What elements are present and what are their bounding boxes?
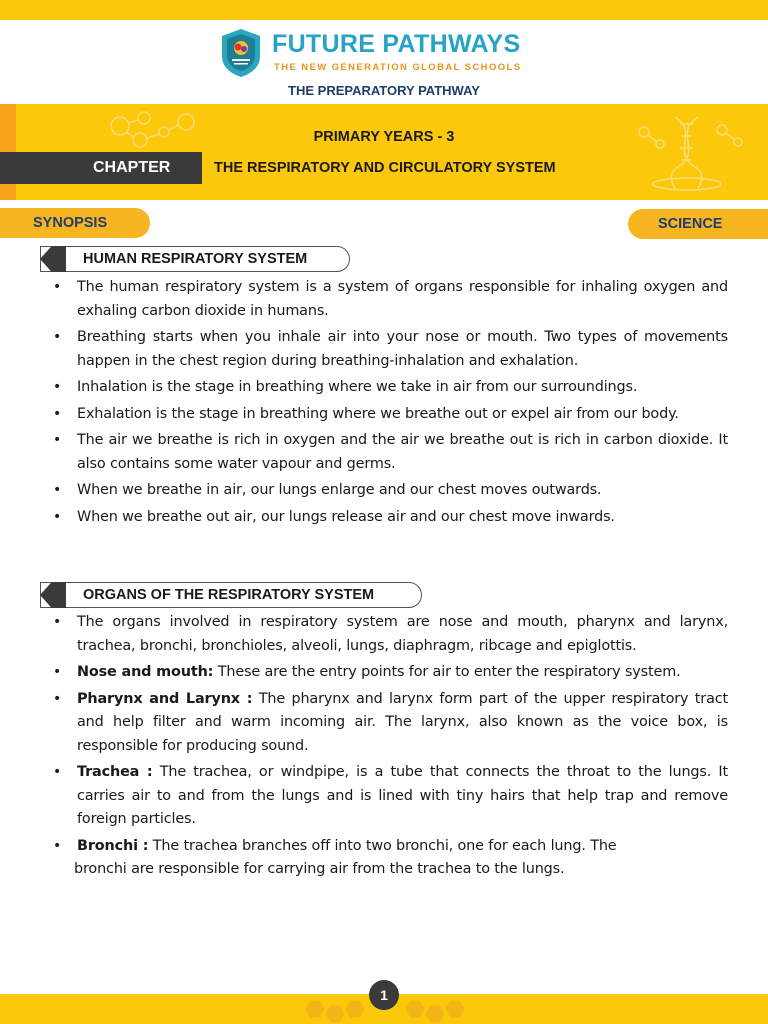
bullet-icon: • (53, 405, 62, 422)
term-label: Trachea : (77, 764, 153, 780)
list-item (0, 376, 768, 400)
term-text: These are the entry points for air to enter the respiratory system. (213, 664, 681, 680)
brand-tagline: THE NEW GENERATION GLOBAL SCHOOLS (274, 62, 522, 73)
section-heading-text: HUMAN RESPIRATORY SYSTEM (83, 251, 308, 267)
bullet-icon: • (53, 690, 62, 707)
list-item-text: When we breathe out air, our lungs release air and our chest move inwards. (77, 508, 615, 525)
list-item (0, 479, 768, 503)
brand-name: FUTURE PATHWAYS (272, 30, 521, 58)
bullet-icon: • (53, 508, 62, 525)
term-text: The trachea branches off into two bronchi, one for each lung. The (148, 837, 617, 854)
list-item (0, 429, 768, 476)
list-item (0, 611, 768, 658)
bullet-icon: • (53, 614, 62, 630)
term-label: Pharynx and Larynx : (77, 690, 253, 707)
subject-tag (628, 209, 768, 239)
list-item (0, 276, 768, 323)
term-text: The pharynx and larynx form part of the upper respiratory tract and help filter and warm incoming air. The larynx, also known as the voice box, is responsible for producing sound. (77, 690, 728, 754)
school-logo (220, 26, 560, 82)
bullet-icon: • (53, 764, 62, 780)
term-text-continued: bronchi are responsible for carrying air from the trachea to the lungs. (74, 861, 565, 877)
bullet-icon: • (53, 329, 62, 345)
section-heading-respiratory-system (40, 246, 350, 272)
list-item (0, 688, 768, 759)
school-shield-icon (220, 28, 262, 78)
list-item (0, 403, 768, 427)
list-item-text: The organs involved in respiratory system are nose and mouth, pharynx and larynx, trachea, bronchi, bronchioles, alveoli, lungs, diaphragm, ribcage and epiglottis. (77, 614, 728, 654)
page-number: 1 (369, 980, 399, 1010)
list-item (0, 506, 768, 530)
list-item-text: Exhalation is the stage in breathing where we breathe out or expel air from our body. (77, 405, 679, 422)
bullet-icon: • (53, 482, 62, 498)
bullet-icon: • (53, 432, 62, 448)
list-item (0, 761, 768, 832)
chapter-label: CHAPTER (93, 159, 171, 176)
list-item-text: The human respiratory system is a system of organs responsible for inhaling oxygen and exhaling carbon dioxide in humans. (77, 279, 728, 319)
list-item-text: When we breathe in air, our lungs enlarge and our chest moves outwards. (77, 482, 602, 498)
list-item (0, 661, 768, 685)
section-nib-icon (40, 582, 66, 608)
chapter-banner (0, 104, 768, 200)
respiratory-system-list (0, 276, 768, 532)
section-heading-text: ORGANS OF THE RESPIRATORY SYSTEM (83, 587, 375, 603)
list-item-text: The air we breathe is rich in oxygen and the air we breathe out is rich in carbon dioxide. It also contains some water vapour and germs. (77, 432, 728, 472)
bullet-icon: • (53, 664, 62, 680)
term-label: Bronchi : (77, 837, 149, 854)
section-nib-icon (40, 246, 66, 272)
list-item (0, 326, 768, 373)
bullet-icon: • (53, 837, 62, 854)
synopsis-tag-label: SYNOPSIS (33, 215, 108, 231)
section-heading-organs (40, 582, 422, 608)
bullet-icon: • (53, 279, 62, 295)
bullet-icon: • (53, 379, 62, 395)
organs-list (0, 611, 768, 885)
term-label: Nose and mouth: (77, 664, 214, 680)
chapter-title: THE RESPIRATORY AND CIRCULATORY SYSTEM (214, 160, 556, 176)
synopsis-tag (0, 208, 150, 238)
dna-science-icon (630, 112, 750, 192)
list-item (0, 835, 768, 882)
top-bar (0, 0, 768, 20)
list-item-text: Inhalation is the stage in breathing where we take in air from our surroundings. (77, 379, 638, 395)
program-title: THE PREPARATORY PATHWAY (288, 83, 480, 98)
term-text: The trachea, or windpipe, is a tube that connects the throat to the lungs. It carries air to and from the lungs and is lined with tiny hairs that help trap and remove foreign particles. (77, 764, 728, 827)
list-item-text: Breathing starts when you inhale air into your nose or mouth. Two types of movements happen in the chest region during breathing-inhalation and exhalation. (77, 329, 728, 369)
grade-title: PRIMARY YEARS - 3 (313, 129, 455, 145)
subject-tag-label: SCIENCE (658, 216, 723, 232)
chapter-label-box (0, 152, 202, 184)
